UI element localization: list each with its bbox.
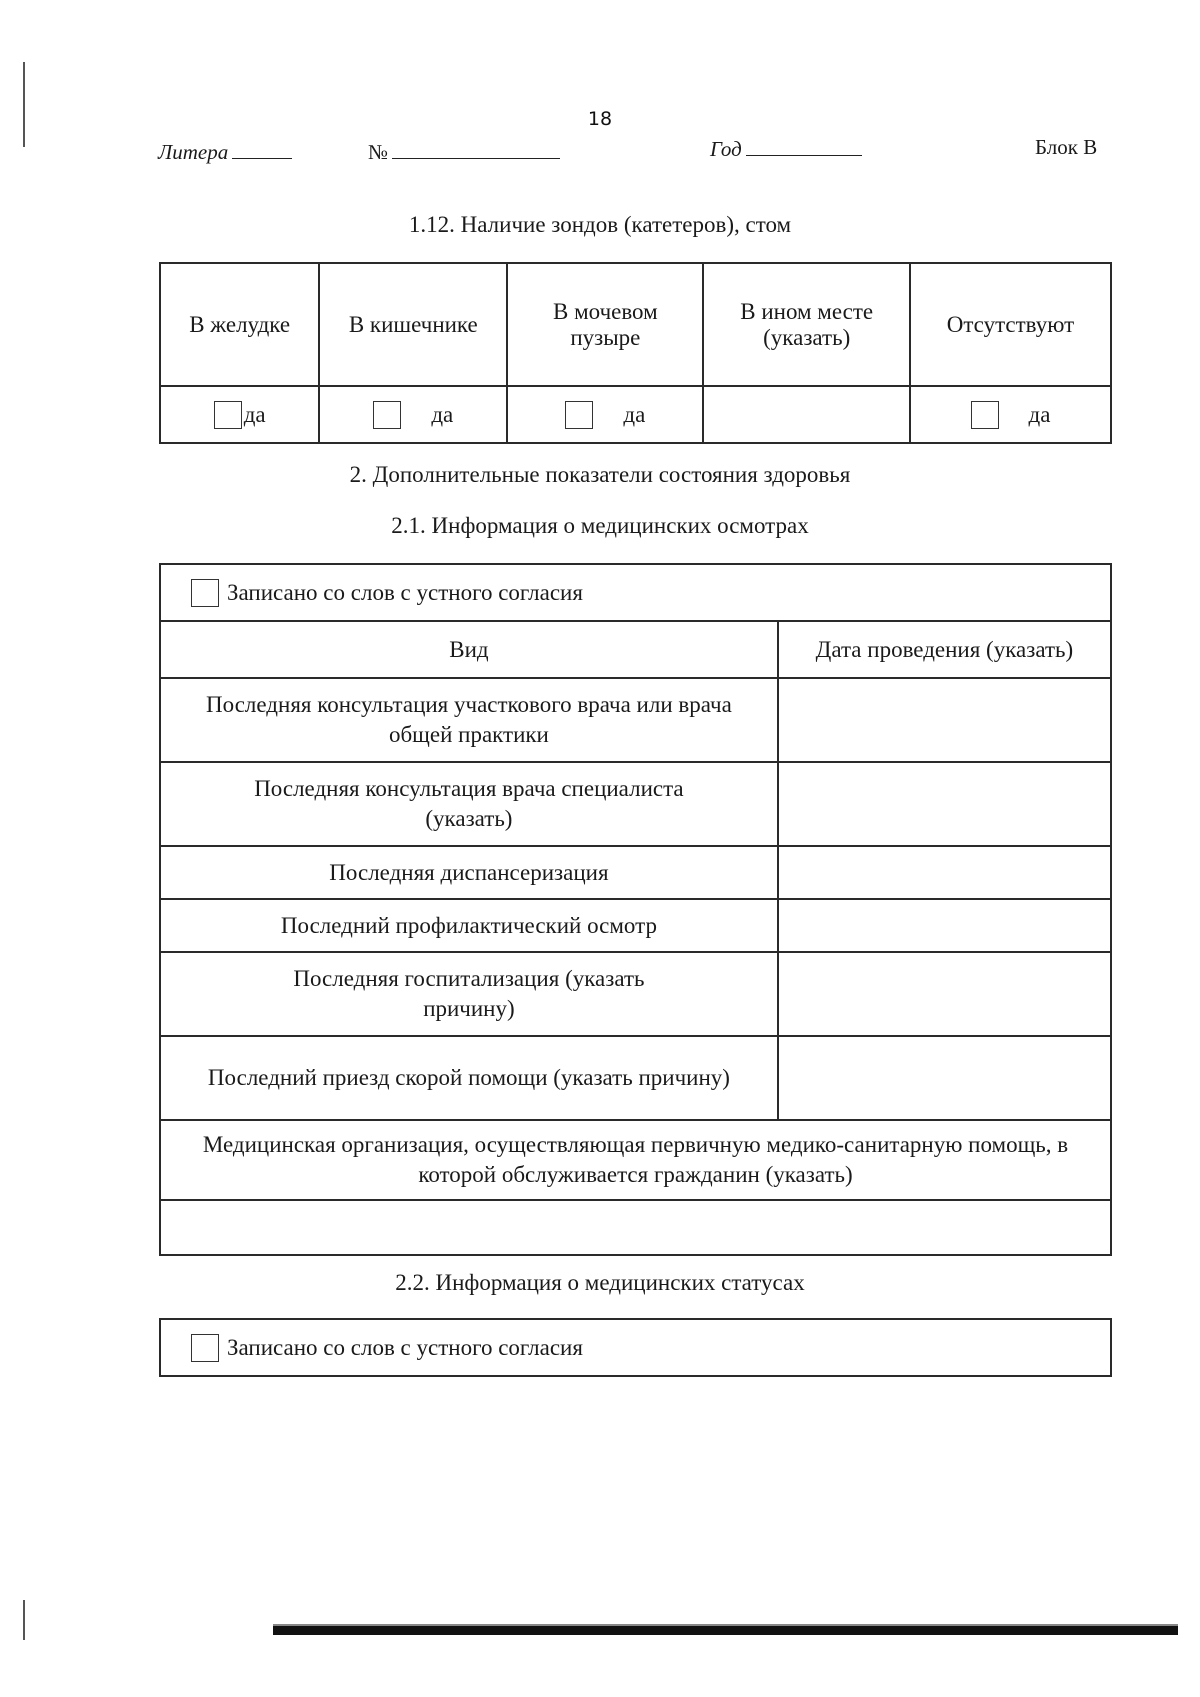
exam-date-cell[interactable] [778,762,1111,846]
table-row [160,952,1111,1036]
col-header-kind: Вид [160,621,778,678]
table-row [160,899,1111,952]
table-row [160,762,1111,846]
year-blank [746,141,862,156]
table-row [160,678,1111,762]
exam-date-cell[interactable] [778,678,1111,762]
number-field[interactable] [368,140,560,165]
exam-date-cell[interactable] [778,899,1111,952]
litera-label: Литера [158,140,229,164]
organization-label: Медицинская организация, осуществляющая первичную медико-санитарную помощь, в которой обслуживается гражданин (указать) [160,1120,1111,1200]
footer-rule [273,1624,1178,1635]
probes-intestine-checkbox[interactable] [373,401,401,429]
medical-exams-table [159,563,1112,1256]
medical-status-table [159,1318,1112,1377]
probes-col-other: В ином месте (указать) [703,263,910,386]
litera-field[interactable] [158,140,292,165]
exam-date-cell[interactable] [778,846,1111,899]
consent-checkbox[interactable] [191,579,219,607]
consent-checkbox[interactable] [191,1334,219,1362]
organization-input[interactable] [160,1200,1111,1255]
exam-kind: Последний профилактический осмотр [160,899,778,952]
consent-label: Записано со слов с устного согласия [227,1334,583,1360]
checkbox-label: да [431,401,454,427]
section-2-title: 2. Дополнительные показатели состояния здоровья [349,462,851,487]
number-blank [392,144,560,159]
probes-bladder-cell [507,386,703,443]
probes-bladder-checkbox[interactable] [565,401,593,429]
exam-kind: Последний приезд скорой помощи (указать причину) [160,1036,778,1120]
section-2-1-title: 2.1. Информация о медицинских осмотрах [391,513,809,538]
section-2-2-title: 2.2. Информация о медицинских статусах [395,1270,805,1295]
checkbox-label: да [243,401,266,427]
probes-col-bladder: В мочевом пузыре [507,263,703,386]
table-row [160,846,1111,899]
year-label: Год [710,137,742,161]
table-row [160,1036,1111,1120]
block-label: Блок В [1035,135,1098,159]
probes-absent-checkbox[interactable] [971,401,999,429]
probes-intestine-cell [319,386,507,443]
probes-stomach-cell [160,386,319,443]
consent-row [160,564,1111,621]
probes-other-cell[interactable] [703,386,910,443]
exam-kind: Последняя консультация врача специалиста (указать) [160,762,778,846]
checkbox-label: да [623,401,646,427]
year-field[interactable] [710,137,862,162]
scan-margin-mark [23,62,25,147]
probes-col-intestine: В кишечнике [319,263,507,386]
col-header-date: Дата проведения (указать) [778,621,1111,678]
consent-row [160,1319,1111,1376]
consent-label: Записано со слов с устного согласия [227,579,583,605]
exam-kind: Последняя диспансеризация [160,846,778,899]
probes-table [159,262,1112,444]
document-header [0,135,1200,180]
scan-margin-mark [23,1600,25,1640]
section-1-12-title: 1.12. Наличие зондов (катетеров), стом [408,212,792,237]
exam-kind: Последняя госпитализация (указать причину) [160,952,778,1036]
checkbox-label: да [1028,401,1051,427]
number-label: № [368,140,389,164]
probes-stomach-checkbox[interactable] [214,401,242,429]
litera-blank [232,144,292,159]
exam-date-cell[interactable] [778,1036,1111,1120]
exam-kind: Последняя консультация участкового врача или врача общей практики [160,678,778,762]
probes-col-stomach: В желудке [160,263,319,386]
page-number: 18 [587,108,613,130]
probes-absent-cell [910,386,1111,443]
exam-date-cell[interactable] [778,952,1111,1036]
probes-col-absent: Отсутствуют [910,263,1111,386]
